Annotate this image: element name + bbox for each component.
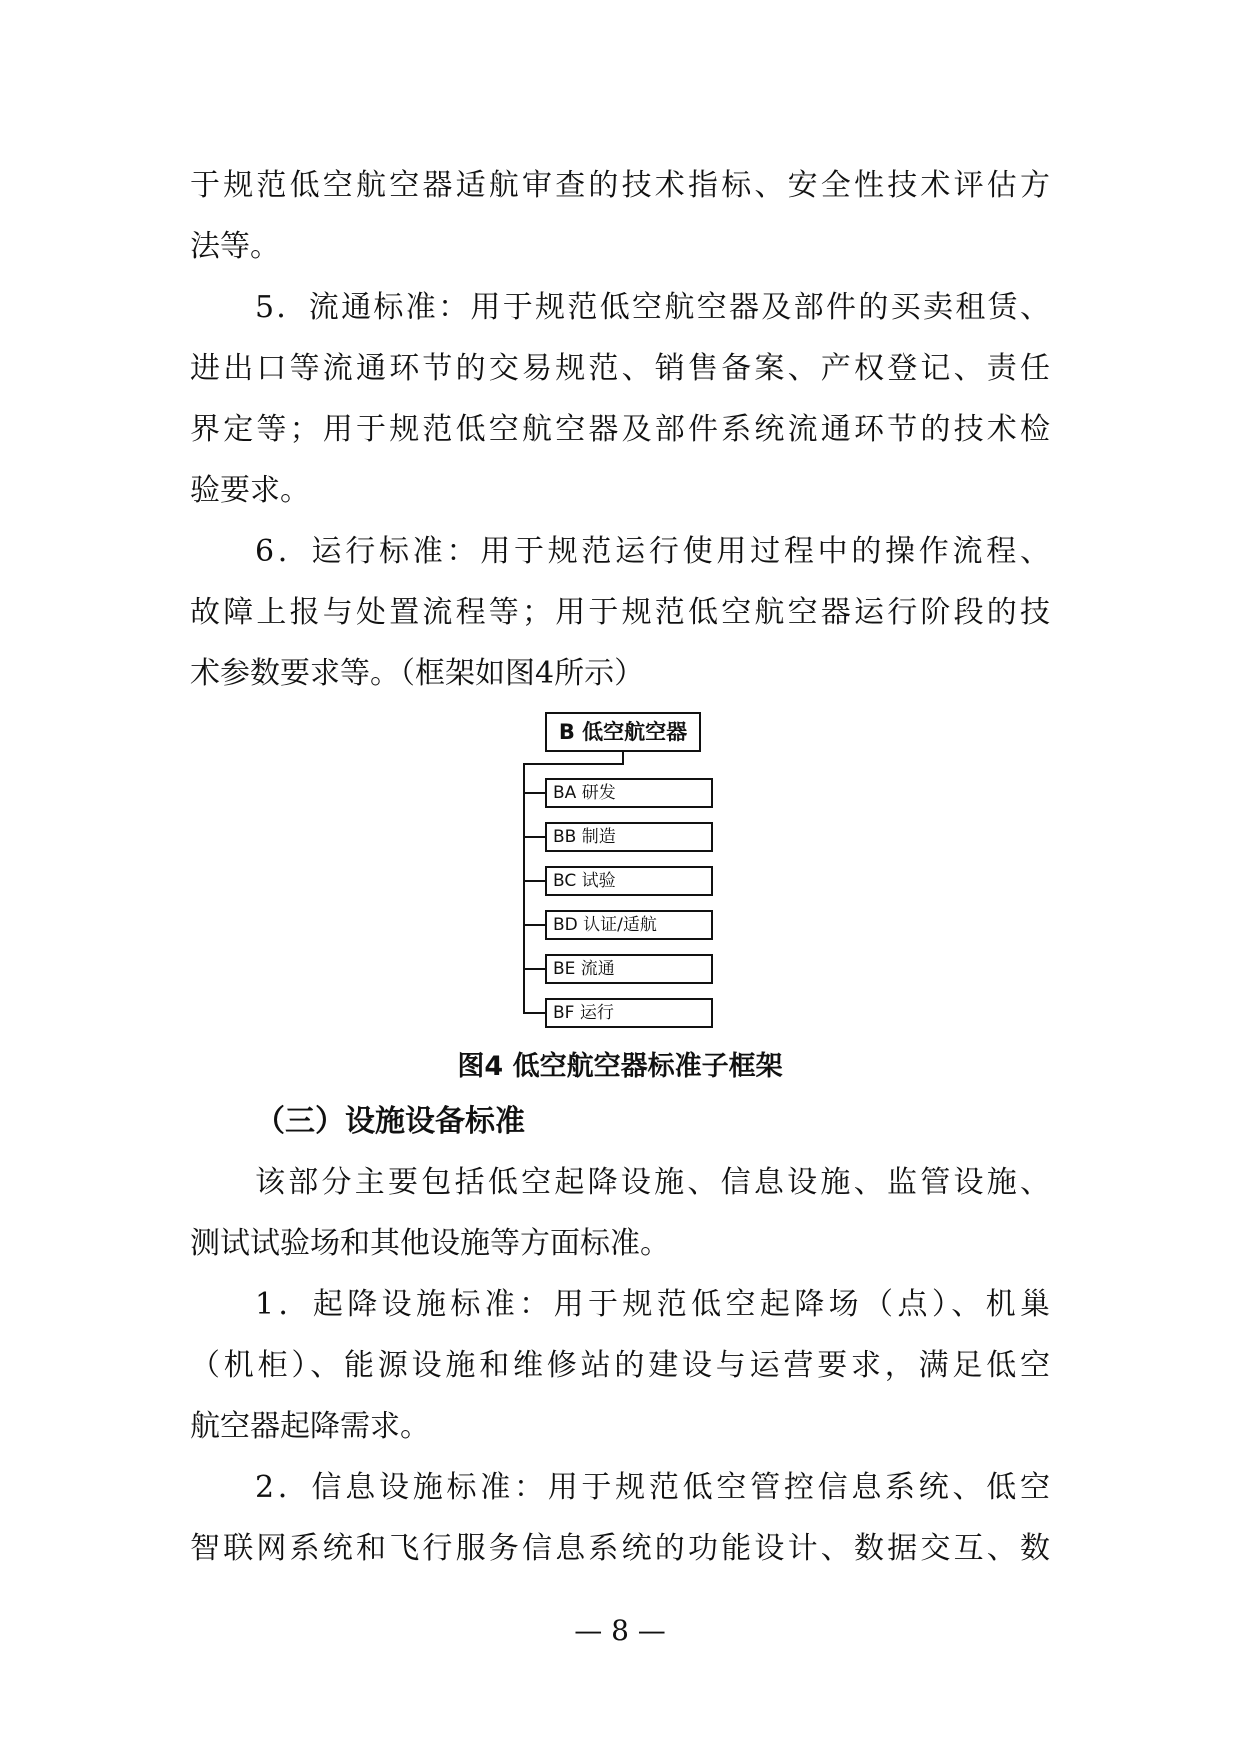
branch-line-4: [523, 924, 545, 926]
lower-line-5: 航空器起降需求。: [190, 1409, 430, 1444]
figure-caption: 图4 低空航空器标准子框架: [457, 1051, 783, 1082]
lower-line-4: （机柜）、能源设施和维修站的建设与运营要求，满足低空: [190, 1348, 1050, 1383]
branch-line-6: [523, 1012, 545, 1014]
diagram-child-bd: BD 认证/适航: [545, 910, 713, 940]
diagram-child-ba: BA 研发: [545, 778, 713, 808]
body-line-8: 故障上报与处置流程等；用于规范低空航空器运行阶段的技: [190, 595, 1050, 630]
lower-line-3: 1．起降设施标准：用于规范低空起降场（点）、机巢: [255, 1287, 1050, 1322]
body-line-3: 5．流通标准：用于规范低空航空器及部件的买卖租赁、: [255, 290, 1050, 325]
diagram-root-box: B 低空航空器: [545, 712, 701, 752]
lower-line-7: 智联网系统和飞行服务信息系统的功能设计、数据交互、数: [190, 1531, 1050, 1566]
diagram-child-bf: BF 运行: [545, 998, 713, 1028]
page-number: — 8 —: [574, 1614, 666, 1647]
diagram-child-be: BE 流通: [545, 954, 713, 984]
root-branch-line: [523, 763, 624, 765]
diagram-child-bc: BC 试验: [545, 866, 713, 896]
body-line-2: 法等。: [190, 229, 280, 264]
lower-line-6: 2．信息设施标准：用于规范低空管控信息系统、低空: [255, 1470, 1050, 1505]
lower-line-2: 测试试验场和其他设施等方面标准。: [190, 1226, 670, 1261]
lower-line-1: 该部分主要包括低空起降设施、信息设施、监管设施、: [255, 1165, 1050, 1200]
body-line-1: 于规范低空航空器适航审查的技术指标、安全性技术评估方: [190, 168, 1050, 203]
branch-line-5: [523, 968, 545, 970]
section-heading: （三）设施设备标准: [255, 1104, 525, 1139]
root-connector: [622, 752, 624, 764]
body-line-9: 术参数要求等。（框架如图4所示）: [190, 656, 645, 691]
body-line-5: 界定等；用于规范低空航空器及部件系统流通环节的技术检: [190, 412, 1050, 447]
branch-line-3: [523, 880, 545, 882]
body-line-6: 验要求。: [190, 473, 310, 508]
body-line-4: 进出口等流通环节的交易规范、销售备案、产权登记、责任: [190, 351, 1050, 386]
branch-line-2: [523, 836, 545, 838]
trunk-line: [523, 763, 525, 1013]
diagram-child-bb: BB 制造: [545, 822, 713, 852]
branch-line-1: [523, 792, 545, 794]
body-line-7: 6．运行标准：用于规范运行使用过程中的操作流程、: [255, 534, 1050, 569]
